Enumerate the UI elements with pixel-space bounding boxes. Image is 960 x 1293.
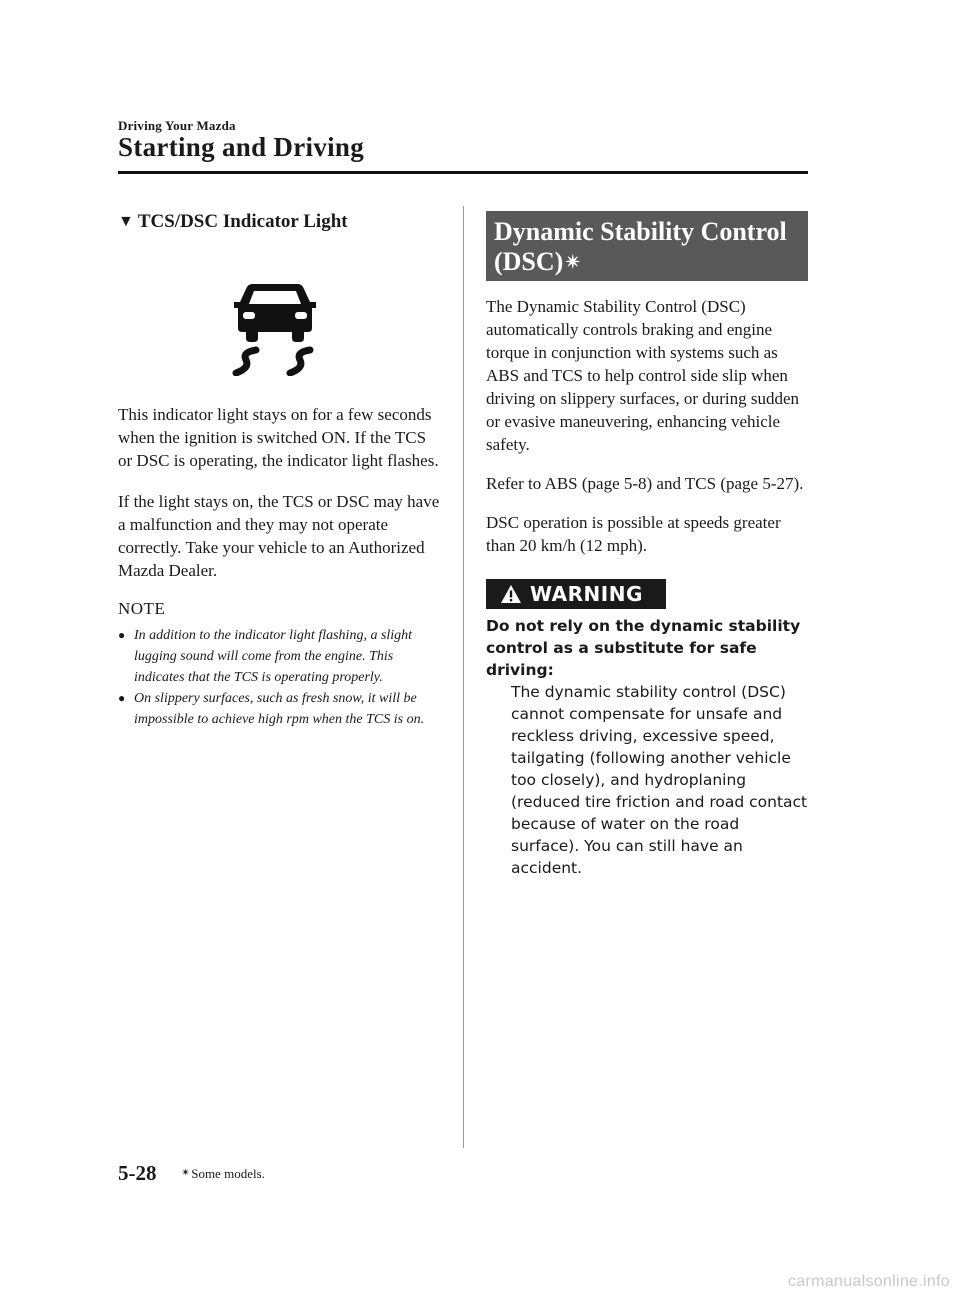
warning-label: WARNING [530, 582, 643, 606]
left-column [118, 211, 440, 730]
warning-body: The dynamic stability control (DSC) cannot compensate for unsafe and reckless driving, excessive speed, tailgating (following another vehicle too closely), and hydroplaning (reduced tire friction and road contact because of water on the road surface). You can still have an accident. [511, 683, 808, 877]
dsc-speed-note: DSC operation is possible at speeds greater than 20 km/h (12 mph). [486, 513, 781, 555]
warning-lead: Do not rely on the dynamic stability control as a substitute for safe driving: [486, 617, 801, 679]
right-column [486, 211, 808, 879]
note-item [118, 688, 440, 730]
note-text: In addition to the indicator light flashing, a slight lugging sound will come from the engine. This indicates that the TCS is operating properly. [134, 628, 413, 685]
heading-marker: ▼ [118, 213, 134, 230]
indicator-description: This indicator light stays on for a few seconds when the ignition is switched ON. If the TCS or DSC is operating, the indicator light flashes. [118, 405, 439, 470]
page-title: Starting and Driving [118, 132, 365, 162]
footnote-star-icon: ✴ [181, 1167, 191, 1179]
tcs-dsc-heading-text: TCS/DSC Indicator Light [137, 211, 348, 232]
chapter-label: Driving Your Mazda [118, 118, 236, 133]
bullet-icon: ● [118, 628, 126, 642]
dsc-section-banner [486, 211, 808, 281]
warning-triangle-icon [500, 584, 522, 604]
bullet-icon: ● [118, 691, 126, 705]
section-title-line1: Dynamic Stability Control [494, 217, 787, 246]
footnote [181, 1166, 265, 1182]
section-title-line2-wrap [494, 247, 800, 277]
note-text: On slippery surfaces, such as fresh snow, it will be impossible to achieve high rpm when the TCS is on. [134, 691, 425, 727]
watermark: carmanualsonline.info [788, 1273, 950, 1290]
header-divider [118, 171, 808, 174]
note-list [118, 625, 440, 730]
dsc-description: The Dynamic Stability Control (DSC) automatically controls braking and engine torque in conjunction with systems such as ABS and TCS to help control side slip when driving on slippery surfaces, or during sudden or evasive maneuvering, enhancing vehicle safety. [486, 297, 800, 454]
section-title-line2: (DSC) [494, 247, 564, 276]
footnote-text: Some models. [191, 1166, 265, 1181]
page-number: 5-28 [118, 1161, 157, 1185]
malfunction-description: If the light stays on, the TCS or DSC may have a malfunction and they may not operate correctly. Take your vehicle to an Authorized Mazda Dealer. [118, 492, 440, 580]
tcs-dsc-heading [118, 211, 440, 233]
warning-badge [486, 579, 666, 609]
column-divider [463, 206, 464, 1148]
note-label: NOTE [118, 599, 166, 618]
tcs-dsc-skidding-car-icon [232, 280, 318, 376]
note-item [118, 625, 440, 688]
some-models-star-icon: ✴ [565, 252, 581, 272]
dsc-reference: Refer to ABS (page 5-8) and TCS (page 5-27). [486, 474, 804, 493]
